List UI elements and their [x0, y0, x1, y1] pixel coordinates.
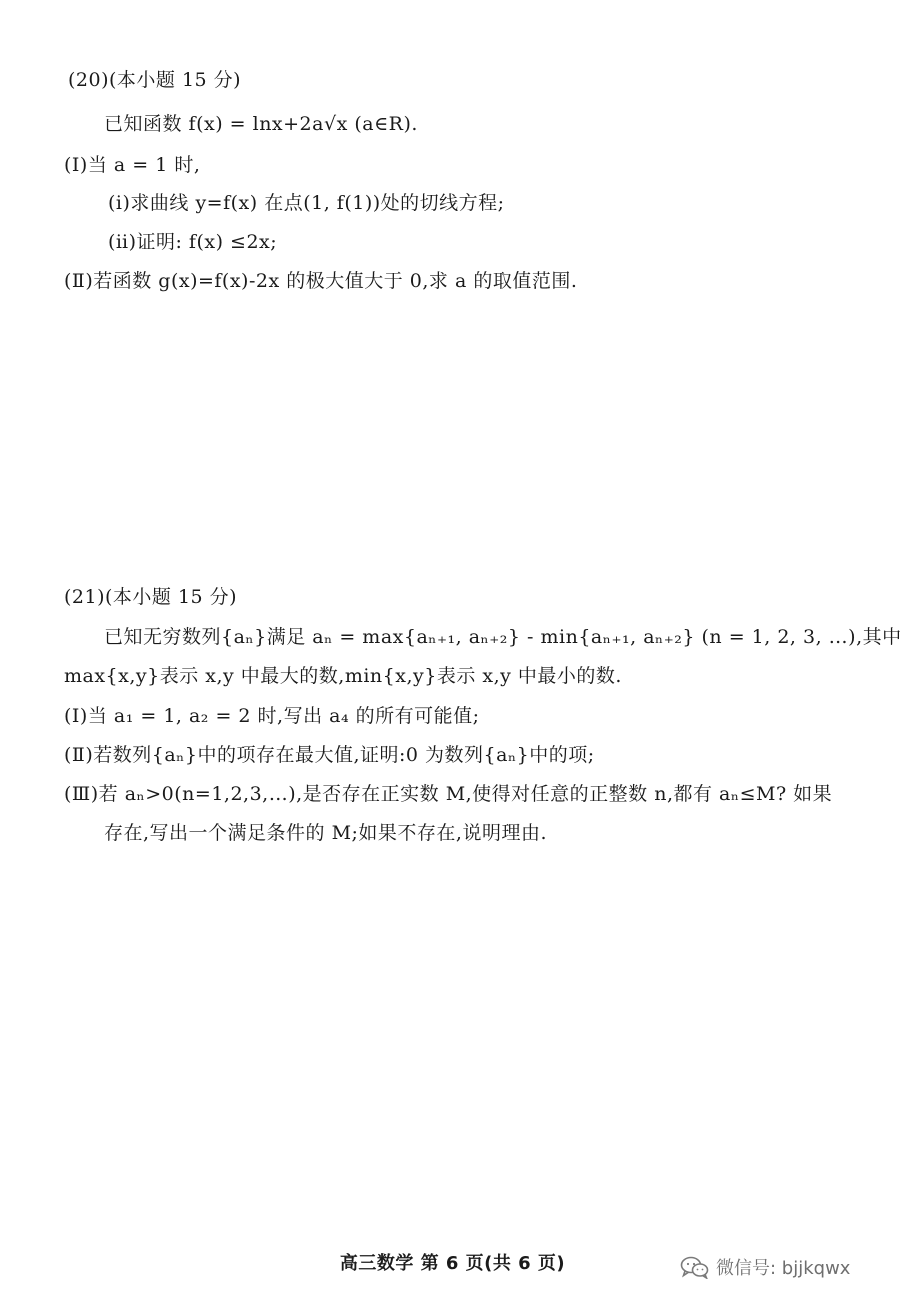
watermark-text: 微信号: bjjkqwx — [716, 1258, 851, 1279]
question-21-part-2: (Ⅱ)若数列{aₙ}中的项存在最大值,证明:0 为数列{aₙ}中的项; — [64, 744, 595, 766]
wechat-icon — [680, 1255, 710, 1279]
question-21-header: (21)(本小题 15 分) — [64, 586, 238, 608]
page-footer: 高三数学 第 6 页(共 6 页) — [339, 1253, 566, 1274]
question-21-stem-line-1: 已知无穷数列{aₙ}满足 aₙ = max{aₙ₊₁, aₙ₊₂} - min{aₙ₊₁, aₙ₊₂} (n = 1, 2, 3, …),其中 — [104, 626, 902, 648]
question-20-part-2: (Ⅱ)若函数 g(x)=f(x)-2x 的极大值大于 0,求 a 的取值范围. — [64, 270, 578, 292]
question-21-stem-line-2: max{x,y}表示 x,y 中最大的数,min{x,y}表示 x,y 中最小的数. — [64, 665, 622, 687]
question-21-part-1: (Ⅰ)当 a₁ = 1, a₂ = 2 时,写出 a₄ 的所有可能值; — [64, 705, 480, 727]
question-20-part-1-i: (ⅰ)求曲线 y=f(x) 在点(1, f(1))处的切线方程; — [108, 192, 505, 214]
question-21-part-3-line-1: (Ⅲ)若 aₙ>0(n=1,2,3,…),是否存在正实数 M,使得对任意的正整数 n,都有 aₙ≤M? 如果 — [64, 783, 833, 805]
question-20-part-1: (Ⅰ)当 a = 1 时, — [64, 154, 201, 176]
watermark — [680, 1254, 850, 1280]
question-20-stem: 已知函数 f(x) = lnx+2a√x (a∈R). — [104, 113, 418, 135]
question-21-part-3-line-2: 存在,写出一个满足条件的 M;如果不存在,说明理由. — [104, 822, 548, 844]
question-20-part-1-ii: (ⅱ)证明: f(x) ≤2x; — [108, 231, 278, 253]
question-20-header: (20)(本小题 15 分) — [68, 69, 242, 91]
